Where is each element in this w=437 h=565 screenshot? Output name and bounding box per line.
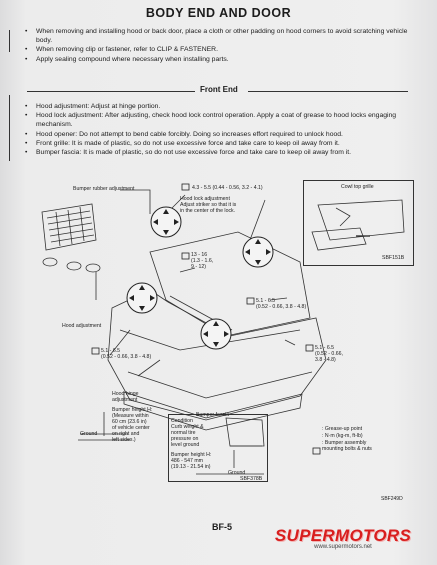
hood-panel-drawing xyxy=(150,232,310,336)
label-ground-left: Ground xyxy=(80,431,98,437)
label-torque-mid: 13 - 16 (1.3 - 1.6, 9 - 12) xyxy=(191,252,214,270)
label-bumper-rubber: Bumper rubber adjustment xyxy=(73,186,135,192)
diagram-code: SBF249D xyxy=(381,496,403,502)
note-item: • Apply sealing compound where necessary when installing parts. xyxy=(25,55,420,64)
front-grille-drawing xyxy=(42,204,96,250)
label-torque-right1: 5.1 - 6.5 (0.52 - 0.66, 3.8 - 4.8) xyxy=(256,298,307,310)
supermotors-logo[interactable] xyxy=(268,526,418,550)
note-item: • Hood lock adjustment: After adjusting, check hood lock control operation. Apply a coat of grease to hood locks engaging mechanism. xyxy=(25,111,425,129)
condition-code: SBF378B xyxy=(240,476,263,482)
legend-torque: : N·m (kg-m, ft-lb) xyxy=(322,433,363,439)
cowl-inset-frame xyxy=(303,180,414,266)
label-bumper-height-value: Bumper height H: 486 - 547 mm (19.13 - 21.54 in) xyxy=(171,452,212,470)
note-item: • When removing clip or fastener, refer to CLIP & FASTENER. xyxy=(25,45,420,54)
label-condition: Condition Curb weight & normal tire pressure on level ground xyxy=(171,418,204,448)
note-item: • Front grille: It is made of plastic, so do not use excessive force and take care to keep oil away from it. xyxy=(25,139,425,148)
note-item: • Bumper fascia: It is made of plastic, so do not use excessive force and take care to keep oil away from it. xyxy=(25,148,425,157)
note-item: • Hood opener: Do not attempt to bend cable forcibly. Doing so increases effort required to unlock hood. xyxy=(25,130,425,139)
page-number: BF-5 xyxy=(212,522,232,532)
section-title: Front End xyxy=(200,85,238,94)
label-torque-right2: 5.1 - 6.5 (0.52 - 0.66, 3.8 - 4.8) xyxy=(315,345,343,363)
note-item: • Hood adjustment: Adjust at hinge portion. xyxy=(25,102,425,111)
label-hood-adjustment: Hood adjustment xyxy=(62,323,102,329)
logo-url: www.supermotors.net xyxy=(314,544,372,550)
legend-grease: : Grease-up point xyxy=(322,426,363,432)
label-torque-top: 4.3 - 5.5 (0.44 - 0.56, 3.2 - 4.1) xyxy=(192,185,263,191)
label-torque-left: 5.1 - 6.5 (0.52 - 0.66, 3.8 - 4.8) xyxy=(101,348,152,360)
inset-code: SBF151B xyxy=(382,255,405,261)
label-hood-lock: Hood lock adjustment Adjust striker so that it is in the center of the lock. xyxy=(180,196,237,214)
label-cowl-top-grille: Cowl top grille xyxy=(341,184,374,190)
label-bumper-height: Bumper height H: (Measure within 60 cm (23.6 in) of vehicle center on right and left sides.) xyxy=(112,407,153,443)
legend-bolts: : Bumper assembly mounting bolts & nuts xyxy=(322,440,372,452)
page-title: BODY END AND DOOR xyxy=(145,6,292,20)
label-hood-hinge: Hood hinge adjustment xyxy=(112,391,139,403)
label-bumper-fascia: Bumper fascia xyxy=(196,412,230,418)
logo-text: SUPERMOTORS xyxy=(274,526,412,545)
label-ground-condition: Ground xyxy=(228,470,246,476)
note-item: • When removing and installing hood or back door, place a cloth or other padding on hood corners to avoid scratching vehicle body. xyxy=(25,27,420,45)
